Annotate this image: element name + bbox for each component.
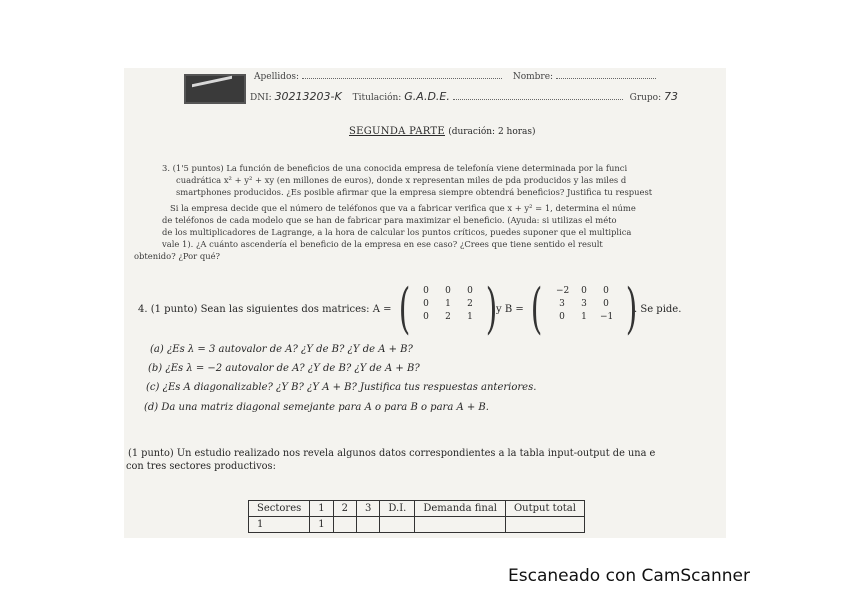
table-header-row [249,501,585,517]
apellidos-label: Apellidos: [254,72,300,82]
q3-line: smartphones producidos. ¿Es posible afirmar que la empresa siempre obtendrá beneficios? Justifica tu respuest [176,187,653,197]
q3-line: vale 1). ¿A cuánto ascendería el beneficio de la empresa en ese caso? ¿Crees que tiene sentido el result [162,239,603,249]
table-row [249,517,585,533]
table-header-cell: 2 [333,501,356,517]
q3-line: obtenido? ¿Por qué? [134,251,221,261]
q4-item-c: (c) ¿Es A diagonalizable? ¿Y B? ¿Y A + B? Justifica tus respuestas anteriores. [146,382,537,393]
q4-item-b: (b) ¿Es λ = −2 autovalor de A? ¿Y de B? ¿Y de A + B? [148,363,420,374]
dni-label: DNI: [250,93,272,103]
matrix-b-cell: 3 [581,299,587,309]
nombre-value [556,78,656,79]
dni-row [250,90,678,103]
matrix-a-cell: 0 [423,312,429,322]
titulacion-label: Titulación: [352,93,402,103]
nombre-label: Nombre: [512,72,554,82]
apellidos-value [302,78,502,79]
table-header-cell: 1 [310,501,333,517]
q5-line: con tres sectores productivos: [126,461,276,472]
table-cell: 1 [249,517,310,533]
matrix-a-cell: 0 [423,299,429,309]
table-header-cell: Output total [505,501,584,517]
matrix-a-cell: 2 [445,312,451,322]
section-duration: (duración: 2 horas) [448,127,536,137]
q4-intro: 4. (1 punto) Sean las siguientes dos matrices: A = [138,304,392,315]
dni-value: 30213203-K [274,90,342,103]
matrix-a-cell: 1 [445,299,451,309]
q3-line: de los multiplicadores de Lagrange, a la hora de calcular los puntos críticos, puedes suponer que el multiplica [162,227,632,237]
matrix-a-cell: 0 [423,286,429,296]
table-header-cell: D.I. [380,501,415,517]
q4-item-d: (d) Da una matriz diagonal semejante para A o para B o para A + B. [144,402,489,413]
titulacion-dots [453,99,623,100]
scanned-page [124,68,726,538]
input-output-table [248,500,585,533]
table-header-cell: Demanda final [415,501,506,517]
matrix-b-cell: 0 [559,312,565,322]
camscanner-watermark: Escaneado con CamScanner [508,566,750,586]
grupo-value: 73 [664,90,678,103]
matrix-b-cell: −2 [556,286,570,296]
q4-item-a: (a) ¿Es λ = 3 autovalor de A? ¿Y de B? ¿Y de A + B? [150,344,413,355]
matrix-b-cell: −1 [600,312,614,322]
matrix-b: ( −2 0 0 3 3 0 0 1 −1 ) [530,277,638,340]
matrix-a-cell: 1 [467,312,473,322]
matrix-a-cell: 0 [467,286,473,296]
grupo-label: Grupo: [629,93,662,103]
table-cell [380,517,415,533]
q3-line: cuadrática x² + y² + xy (en millones de euros), donde x representan miles de pda producidos y las miles d [176,175,627,185]
table-cell [415,517,506,533]
q4-se-pide: . Se pide. [634,304,682,315]
apellidos-field [254,72,656,82]
table-cell [505,517,584,533]
matrix-b-cell: 0 [581,286,587,296]
section-title-text: SEGUNDA PARTE [349,126,445,137]
q3-line: 3. (1'5 puntos) La función de beneficios de una conocida empresa de telefonía viene determinada por la funci [162,163,628,173]
matrix-b-cell: 0 [603,286,609,296]
q5-line: (1 punto) Un estudio realizado nos revela algunos datos correspondientes a la tabla input-output de una e [128,448,656,459]
table-header-cell: 3 [357,501,380,517]
table-cell: 1 [310,517,333,533]
matrix-a-cell: 2 [467,299,473,309]
matrix-b-cell: 1 [581,312,587,322]
matrix-b-cell: 3 [559,299,565,309]
table-cell [333,517,356,533]
table-cell [357,517,380,533]
q3-line: Si la empresa decide que el número de teléfonos que va a fabricar verifica que x + y² = 1, determina el núme [170,203,636,213]
q4-y-b: y B = [496,304,524,315]
q3-line: de teléfonos de cada modelo que se han de fabricar para maximizar el beneficio. (Ayuda: si utilizas el méto [162,215,617,225]
section-title [349,126,536,137]
table-header-cell: Sectores [249,501,310,517]
matrix-a-cell: 0 [445,286,451,296]
matrix-a: ( 0 0 0 0 1 2 0 2 1 ) [398,277,498,340]
matrix-b-cell: 0 [603,299,609,309]
university-logo [184,74,246,104]
titulacion-value: G.A.D.E. [404,90,450,103]
